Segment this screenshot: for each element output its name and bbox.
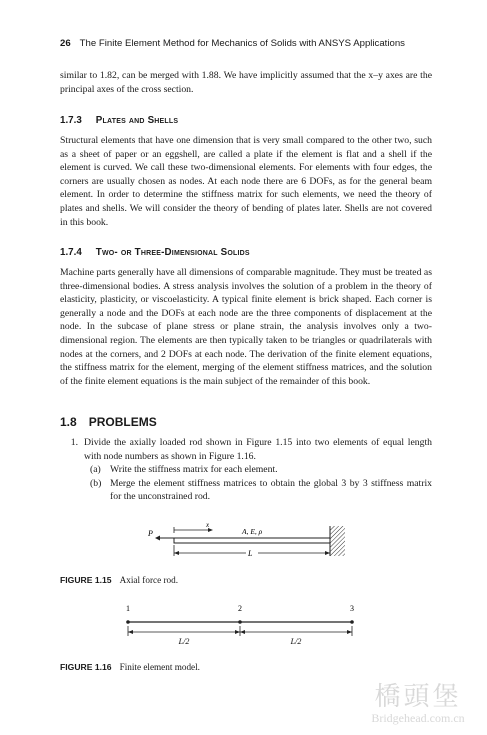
section-1-7-4-body: Machine parts generally have all dimensions of comparable magnitude. They must be treated as three-dimensional bodies. A stress analysis involves the solution of a problem in the theory of elasticity, plasticity, or viscoelasticity. A typical finite element is brick shaped. Each corner is generally a node and the DOFs at each node are the three components of displacement at the node. In the subcase of plane stress or plane strain, the analysis involves only a two-dimensional region. The elements are then typically taken to be triangles or quadrilaterals with nodes at the corners, and 2 DOFs at each node. The derivation of the finite element equations, the stiffness matrix for the element, merging of the element stiffness matrices, and the solution of the finite element equations is the main subject of the remainder of this book. [60, 267, 432, 387]
figure-1-16-caption [60, 662, 200, 672]
figure-caption-text: Finite element model. [119, 662, 200, 672]
section-heading-1-7-4 [60, 247, 432, 258]
part-label: (a) [90, 464, 101, 476]
section-title: PROBLEMS [88, 415, 157, 429]
dim-arrowhead-left [174, 551, 179, 555]
intro-paragraph: similar to 1.82, can be merged with 1.88. We have implicitly assumed that the x–y axes are the principal axes of the cross section. [60, 70, 432, 95]
section-number: 1.7.3 [60, 115, 82, 126]
running-head [60, 38, 432, 49]
node-label-1: 1 [126, 604, 130, 613]
dim-arrow-1-left [128, 630, 133, 634]
problem-text: Divide the axially loaded rod shown in Figure 1.15 into two elements of equal length with node numbers as shown in Figure 1.16. [84, 437, 432, 462]
section-title: Plates and Shells [95, 115, 179, 126]
section-number: 1.7.4 [60, 247, 82, 258]
node-label-2: 2 [238, 604, 242, 613]
rod [174, 538, 330, 543]
length-label: L [248, 549, 253, 558]
section-heading-1-8 [60, 415, 432, 429]
problem-number: 1. [70, 437, 78, 448]
section-title: Two- or Three-Dimensional Solids [95, 247, 250, 258]
part-text: Merge the element stiffness matrices to obtain the global 3 by 3 stiffness matrix for the unconstrained rod. [110, 477, 432, 503]
part-text: Write the stiffness matrix for each element. [110, 464, 278, 476]
watermark-site: Bridgehead.com.cn [371, 711, 465, 725]
figure-label: FIGURE 1.15 [60, 575, 112, 585]
page-number: 26 [60, 38, 71, 49]
node-label-3: 3 [350, 604, 354, 613]
segment-label-1: L/2 [178, 637, 190, 646]
dim-arrow-1-right [235, 630, 240, 634]
load-arrowhead [155, 536, 160, 541]
figure-caption-text: Axial force rod. [119, 575, 179, 585]
x-axis-label: x [206, 521, 210, 529]
figure-1-15-caption [60, 575, 178, 585]
load-label: P [148, 529, 153, 538]
problem-part-b [90, 477, 432, 504]
running-title: The Finite Element Method for Mechanics of Solids with ANSYS Applications [79, 38, 405, 49]
problem-1 [60, 436, 432, 504]
figure-label: FIGURE 1.16 [60, 662, 112, 672]
section-number: 1.8 [60, 415, 77, 429]
dim-arrow-2-left [240, 630, 245, 634]
node-2 [238, 620, 242, 624]
section-1-7-3-body: Structural elements that have one dimension that is very small compared to the other two, such as a sheet of paper or an eggshell, are called a plate if the element is flat and a shell if the element is curved. We call these two-dimensional elements. For elements with four edges, the corners are usually chosen as nodes. At each node there are 6 DOFs, as for the general beam element. In order to determine the stiffness matrix for such elements, we need the theory of plates and shells. We will consider the theory of bending of plates later. Shells are not covered in this book. [60, 135, 432, 228]
node-3 [350, 620, 354, 624]
figure-1-15-diagram [130, 518, 360, 566]
figure-1-16-diagram [120, 602, 370, 652]
part-label: (b) [90, 477, 102, 489]
problem-part-a [90, 463, 432, 477]
fixed-wall [330, 526, 345, 556]
watermark-logo: 橋頭堡 [374, 682, 462, 712]
watermark [353, 676, 483, 726]
section-heading-1-7-3 [60, 115, 432, 126]
segment-label-2: L/2 [290, 637, 302, 646]
dim-arrow-2-right [347, 630, 352, 634]
dim-arrowhead-right [325, 551, 330, 555]
properties-label: A, E, ρ [242, 527, 263, 536]
node-1 [126, 620, 130, 624]
